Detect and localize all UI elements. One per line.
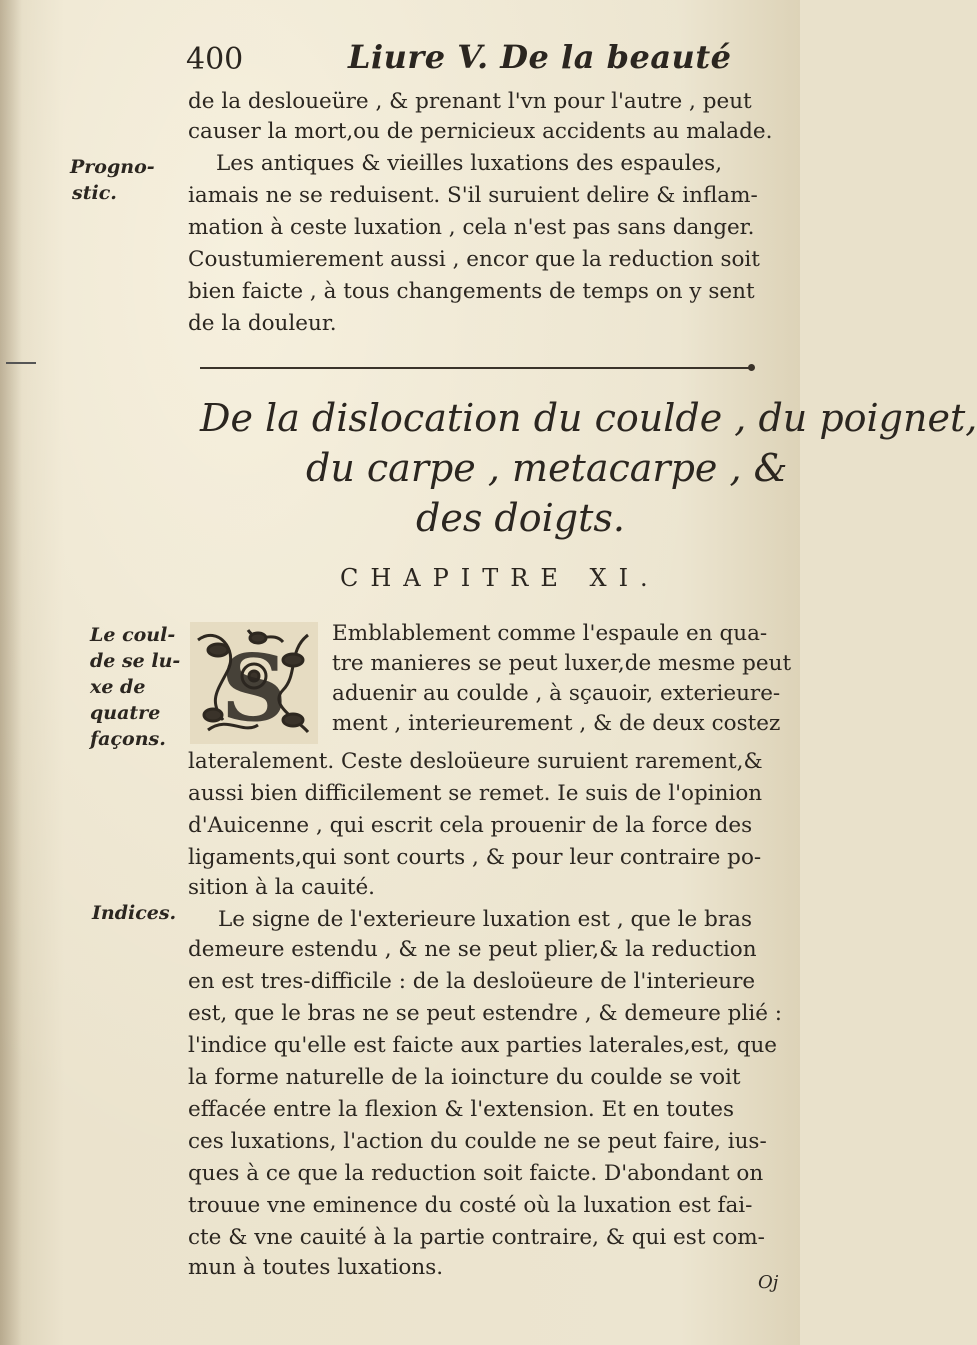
text-line: la forme naturelle de la ioincture du coulde se voit [188,1065,741,1090]
dropcap-letter: S [220,634,288,742]
margin-note-indices: Indices. [92,902,177,924]
text-line: de la desloueüre , & prenant l'vn pour l'autre , peut [188,89,752,114]
text-line: aduenir au coulde , à sçauoir, exterieure- [332,681,781,706]
margin-mark [6,362,36,364]
text-line: ques à ce que la reduction soit faicte. D'abondant on [188,1161,764,1186]
text-line: Le signe de l'exterieure luxation est , que le bras [218,907,752,932]
running-title: Liure V. De la beauté [348,38,732,76]
text-line: aussi bien difficilement se remet. Ie suis de l'opinion [188,781,763,806]
catchword: Oj [758,1272,779,1293]
margin-note-coulde: xe de [90,676,146,698]
margin-note-prognostic: stic. [72,182,117,204]
chapter-label: CHAPITRE XI. [340,564,660,592]
section-rule [200,367,752,369]
text-line: demeure estendu , & ne se peut plier,& la reduction [188,937,757,962]
text-line: Les antiques & vieilles luxations des espaules, [216,151,723,176]
text-line: en est tres-difficile : de la desloüeure de l'interieure [188,969,756,994]
text-line: bien faicte , à tous changements de temps on y sent [188,279,755,304]
text-line: Emblablement comme l'espaule en qua- [332,621,768,646]
margin-note-coulde: Le coul- [90,624,176,646]
decorative-initial-s [188,620,320,746]
text-line: d'Auicenne , qui escrit cela prouenir de la force des [188,813,753,838]
text-line: causer la mort,ou de pernicieux accidents au malade. [188,119,773,144]
text-line: lateralement. Ceste desloüeure suruient rarement,& [188,749,763,774]
page-number: 400 [186,42,244,77]
text-line: mation à ceste luxation , cela n'est pas sans danger. [188,215,755,240]
chapter-title-line: De la dislocation du coulde , du poignet, [200,396,977,440]
text-line: cte & vne cauité à la partie contraire, & qui est com- [188,1225,765,1250]
text-line: trouue vne eminence du costé où la luxation est fai- [188,1193,753,1218]
floral-initial-icon [188,620,320,746]
margin-note-coulde: façons. [90,728,166,750]
text-line: tre manieres se peut luxer,de mesme peut [332,651,792,676]
chapter-title-line: des doigts. [416,496,625,540]
margin-note-coulde: de se lu- [90,650,181,672]
text-line: Coustumierement aussi , encor que la reduction soit [188,247,760,272]
chapter-title-line: du carpe , metacarpe , & [306,446,788,490]
text-line: ces luxations, l'action du coulde ne se peut faire, ius- [188,1129,767,1154]
text-line: est, que le bras ne se peut estendre , & demeure plié : [188,1001,783,1026]
text-line: de la douleur. [188,311,337,336]
text-line: ment , interieurement , & de deux costez [332,711,781,736]
margin-note-coulde: quatre [90,702,161,724]
text-line: ligaments,qui sont courts , & pour leur contraire po- [188,845,762,870]
text-line: l'indice qu'elle est faicte aux parties laterales,est, que [188,1033,778,1058]
page-edge-shadow [0,0,22,1345]
text-line: iamais ne se reduisent. S'il suruient delire & inflam- [188,183,758,208]
section-rule-ornament [748,364,755,371]
text-line: sition à la cauité. [188,875,376,900]
text-line: effacée entre la flexion & l'extension. Et en toutes [188,1097,734,1122]
text-line: mun à toutes luxations. [188,1255,444,1280]
margin-note-prognostic: Progno- [70,156,155,178]
